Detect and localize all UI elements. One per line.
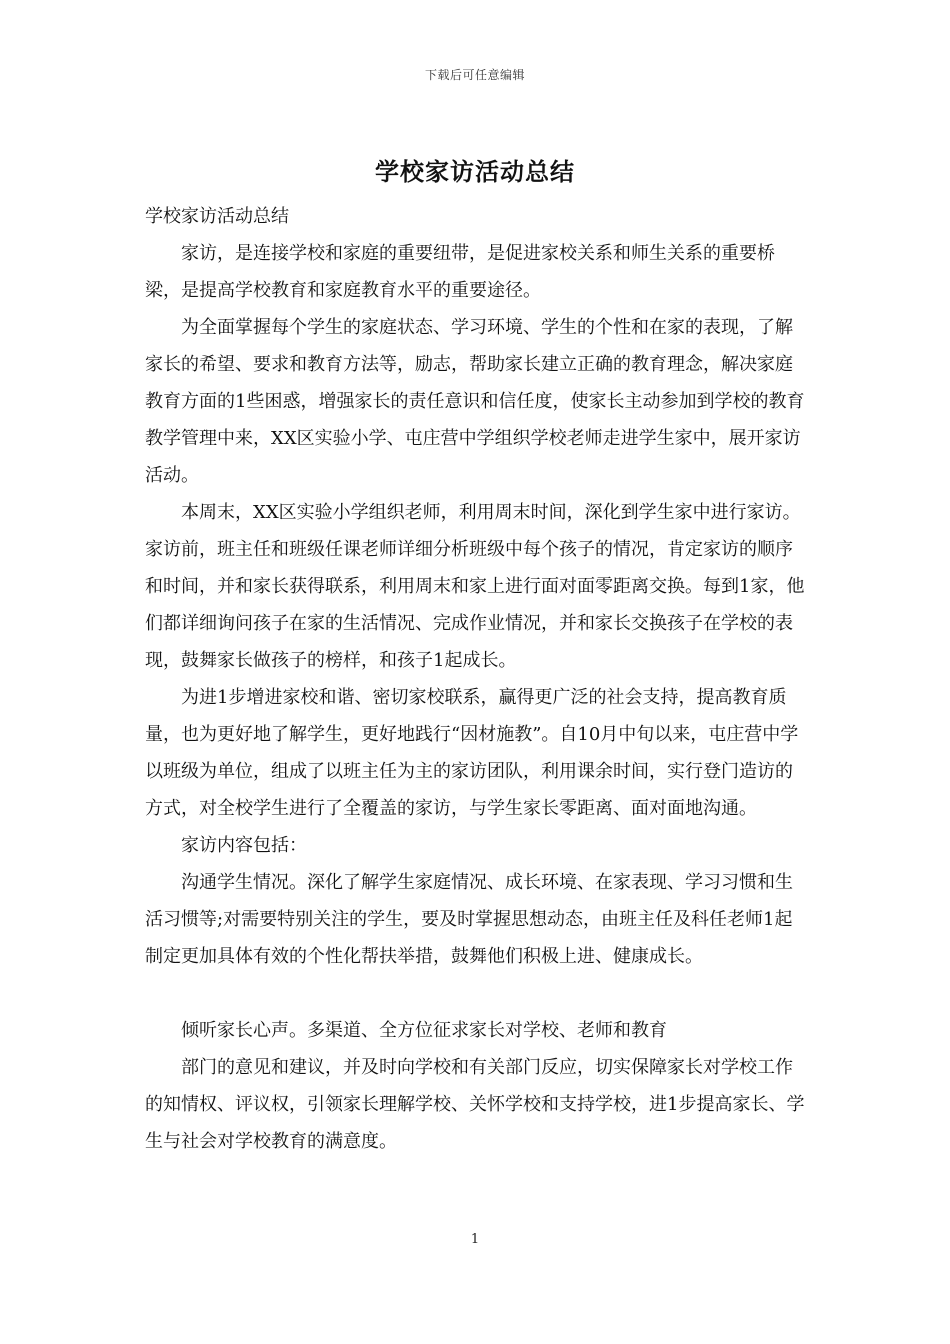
paragraph-intro: 家访，是连接学校和家庭的重要纽带，是促进家校关系和师生关系的重要桥梁，是提高学校教育和家庭教育水平的重要途径。 — [145, 243, 775, 301]
document-subtitle: 学校家访活动总结 — [145, 206, 289, 227]
document-body — [145, 198, 810, 1160]
paragraph-parent-voice-continued: 部门的意见和建议，并及时向学校和有关部门反应，切实保障家长对学校工作的知情权、评议权，引领家长理解学校、关怀学校和支持学校，进1步提高家长、学生与社会对学校教育的满意度。 — [145, 1057, 805, 1152]
document-title: 学校家访活动总结 — [375, 157, 575, 186]
paragraph-content-heading: 家访内容包括： — [181, 835, 307, 856]
paragraph-primary-school: 本周末，XX区实验小学组织老师，利用周末时间，深化到学生家中进行家访。家访前，班主任和班级任课老师详细分析班级中每个孩子的情况，肯定家访的顺序和时间，并和家长获得联系，利用周末和家上进行面对面零距离交换。每到1家，他们都详细询问孩子在家的生活情况、完成作业情况，并和家长交换孩子在学校的表现，鼓舞家长做孩子的榜样，和孩子1起成长。 — [145, 502, 805, 671]
paragraph-middle-school: 为进1步增进家校和谐、密切家校联系，赢得更广泛的社会支持，提高教育质量，也为更好地了解学生，更好地践行“因材施教”。自10月中旬以来，屯庄营中学以班级为单位，组成了以班主任为主的家访团队，利用课余时间，实行登门造访的方式，对全校学生进行了全覆盖的家访，与学生家长零距离、面对面地沟通。 — [145, 687, 799, 819]
paragraph-purpose: 为全面掌握每个学生的家庭状态、学习环境、学生的个性和在家的表现，了解家长的希望、要求和教育方法等，励志，帮助家长建立正确的教育理念，解决家庭教育方面的1些困惑，增强家长的责任意识和信任度，使家长主动参加到学校的教育教学管理中来，XX区实验小学、屯庄营中学组织学校老师走进学生家中，展开家访活动。 — [145, 317, 805, 486]
page-number: 1 — [470, 1232, 480, 1247]
paragraph-student-situation: 沟通学生情况。深化了解学生家庭情况、成长环境、在家表现、学习习惯和生活习惯等;对需要特别关注的学生，要及时掌握思想动态，由班主任及科任老师1起制定更加具体有效的个性化帮扶举措，鼓舞他们积极上进、健康成长。 — [145, 872, 793, 967]
paragraph-parent-voice: 倾听家长心声。多渠道、全方位征求家长对学校、老师和教育 — [181, 1020, 667, 1041]
header-note: 下载后可任意编辑 — [424, 68, 525, 82]
